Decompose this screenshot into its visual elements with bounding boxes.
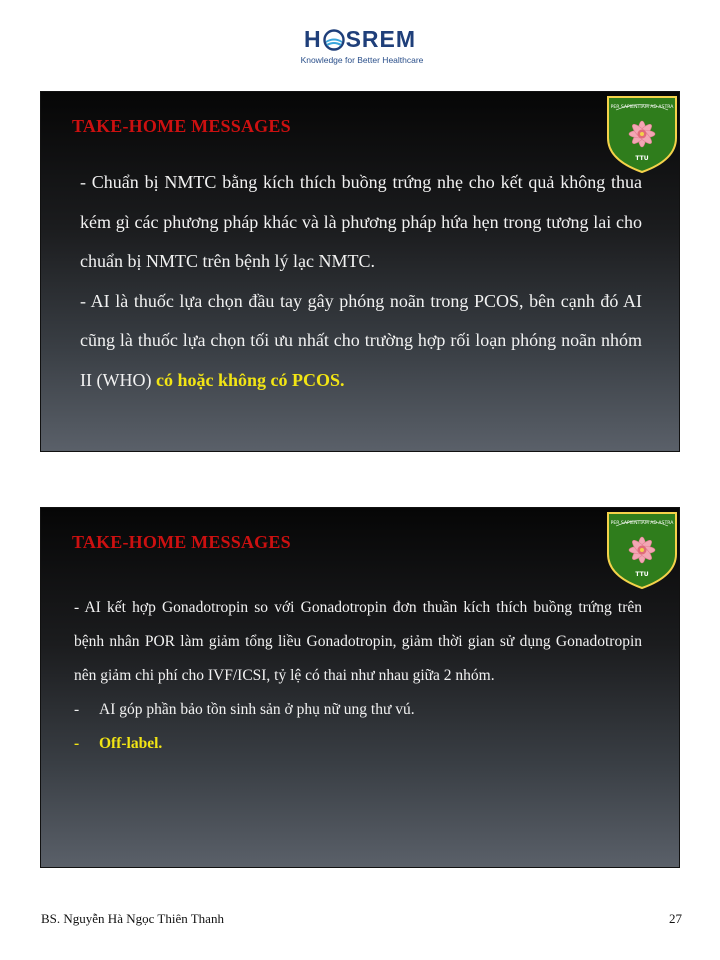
logo-letter-h: H: [303, 26, 322, 52]
bullet-text: AI góp phần bảo tồn sinh sản ở phụ nữ ung thư vú.: [99, 701, 415, 718]
bullet-dash: -: [74, 701, 80, 718]
logo-tagline: Knowledge for Better Healthcare: [300, 55, 424, 65]
paragraph: [80, 282, 642, 401]
bullet-text: Off-label.: [99, 735, 163, 752]
badge-abbr: TTU: [635, 571, 649, 578]
slide-2: [40, 507, 680, 868]
globe-icon: [323, 29, 345, 51]
footer-author: BS. Nguyễn Hà Ngọc Thiên Thanh: [41, 911, 224, 926]
slide-title: TAKE-HOME MESSAGES: [72, 116, 291, 136]
paragraph-text: - AI là thuốc lựa chọn đầu tay gây phóng noãn trong PCOS, bên cạnh đó AI cũng là thuốc lựa chọn tối ưu nhất cho trường hợp rối loạn phóng noãn nhóm II (WHO): [80, 290, 642, 390]
paragraph: - Chuẩn bị NMTC bằng kích thích buồng trứng nhẹ cho kết quả không thua kém gì các phương pháp khác và là phương pháp hứa hẹn trong tương lai cho chuẩn bị NMTC trên bệnh lý lạc NMTC.: [80, 172, 642, 271]
hosrem-logo: [0, 28, 720, 65]
bullet-item-highlight: [74, 727, 642, 761]
logo-wordmark: [304, 28, 416, 51]
university-shield-icon: [605, 510, 679, 590]
badge-motto: PER SAPIENTIAM AD ASTRA: [610, 105, 674, 110]
badge-abbr: TTU: [635, 155, 649, 162]
highlight-text: có hoặc không có PCOS.: [155, 369, 345, 390]
logo-letters-srem: SREM: [345, 26, 417, 52]
slide-1: [40, 91, 680, 452]
page-number: 27: [669, 911, 682, 926]
slide-body: [80, 163, 642, 400]
badge-motto: PER SAPIENTIAM AD ASTRA: [610, 521, 674, 526]
slide-title: TAKE-HOME MESSAGES: [72, 532, 291, 552]
paragraph: - AI kết hợp Gonadotropin so với Gonadotropin đơn thuần kích thích buồng trứng trên bệnh nhân POR làm giảm tổng liều Gonadotropin, giảm thời gian sử dụng Gonadotropin nên giảm chi phí cho IVF/ICSI, tỷ lệ có thai như nhau giữa 2 nhóm.: [74, 599, 642, 684]
slide-body: [74, 591, 642, 761]
bullet-item: [74, 693, 642, 727]
bullet-dash: -: [74, 735, 80, 752]
university-shield-icon: [605, 94, 679, 174]
